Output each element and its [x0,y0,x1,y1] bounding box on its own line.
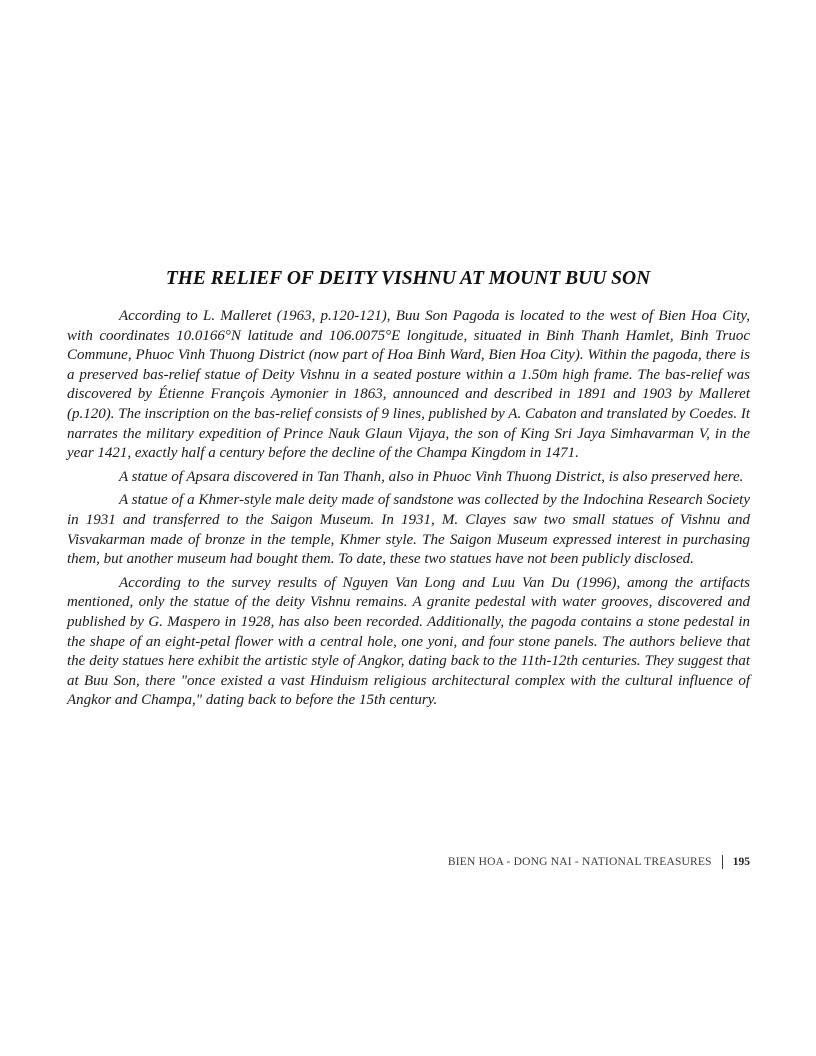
page-title: THE RELIEF OF DEITY VISHNU AT MOUNT BUU SON [165,268,651,289]
page-footer [448,855,750,869]
page-number: 195 [732,856,750,868]
article-body [67,307,750,715]
paragraph: A statue of a Khmer-style male deity made of sandstone was collected by the Indochina Research Society in 1931 and transferred to the Saigon Museum. In 1931, M. Clayes saw two small statues of Vishnu and Visvakarman made of bronze in the temple, Khmer style. The Saigon Museum expressed interest in purchasing them, but another museum had bought them. To date, these two statues have not been publicly disclosed. [67,492,750,568]
paragraph: According to L. Malleret (1963, p.120-121), Buu Son Pagoda is located to the west of Bien Hoa City, with coordinates 10.0166°N latitude and 106.0075°E longitude, situated in Binh Thanh Hamlet, Binh Truoc Commune, Phuoc Vinh Thuong District (now part of Hoa Binh Ward, Bien Hoa City). Within the pagoda, there is a preserved bas-relief statue of Deity Vishnu in a seated posture within a 1.50m high frame. The bas-relief was discovered by Étienne François Aymonier in 1863, announced and described in 1891 and 1903 by Malleret (p.120). The inscription on the bas-relief consists of 9 lines, published by A. Cabaton and translated by Coedes. It narrates the military expedition of Prince Nauk Glaun Vijaya, the son of King Sri Jaya Simhavarman V, in the year 1421, exactly half a century before the decline of the Champa Kingdom in 1471. [67,308,750,462]
paragraph: According to the survey results of Nguyen Van Long and Luu Van Du (1996), among the artifacts mentioned, only the statue of the deity Vishnu remains. A granite pedestal with water grooves, discovered and published by G. Maspero in 1928, has also been recorded. Additionally, the pagoda contains a stone pedestal in the shape of an eight-petal flower with a central hole, one yoni, and four stone panels. The authors believe that the deity statues here exhibit the artistic style of Angkor, dating back to the 11th-12th centuries. They suggest that at Buu Son, there "once existed a vast Hinduism religious architectural complex with the cultural influence of Angkor and Champa," dating back to before the 15th century. [67,574,750,709]
footer-divider [722,855,723,869]
running-title: BIEN HOA - DONG NAI - NATIONAL TREASURES [447,856,712,868]
paragraph: A statue of Apsara discovered in Tan Thanh, also in Phuoc Vinh Thuong District, is also preserved here. [119,468,744,485]
